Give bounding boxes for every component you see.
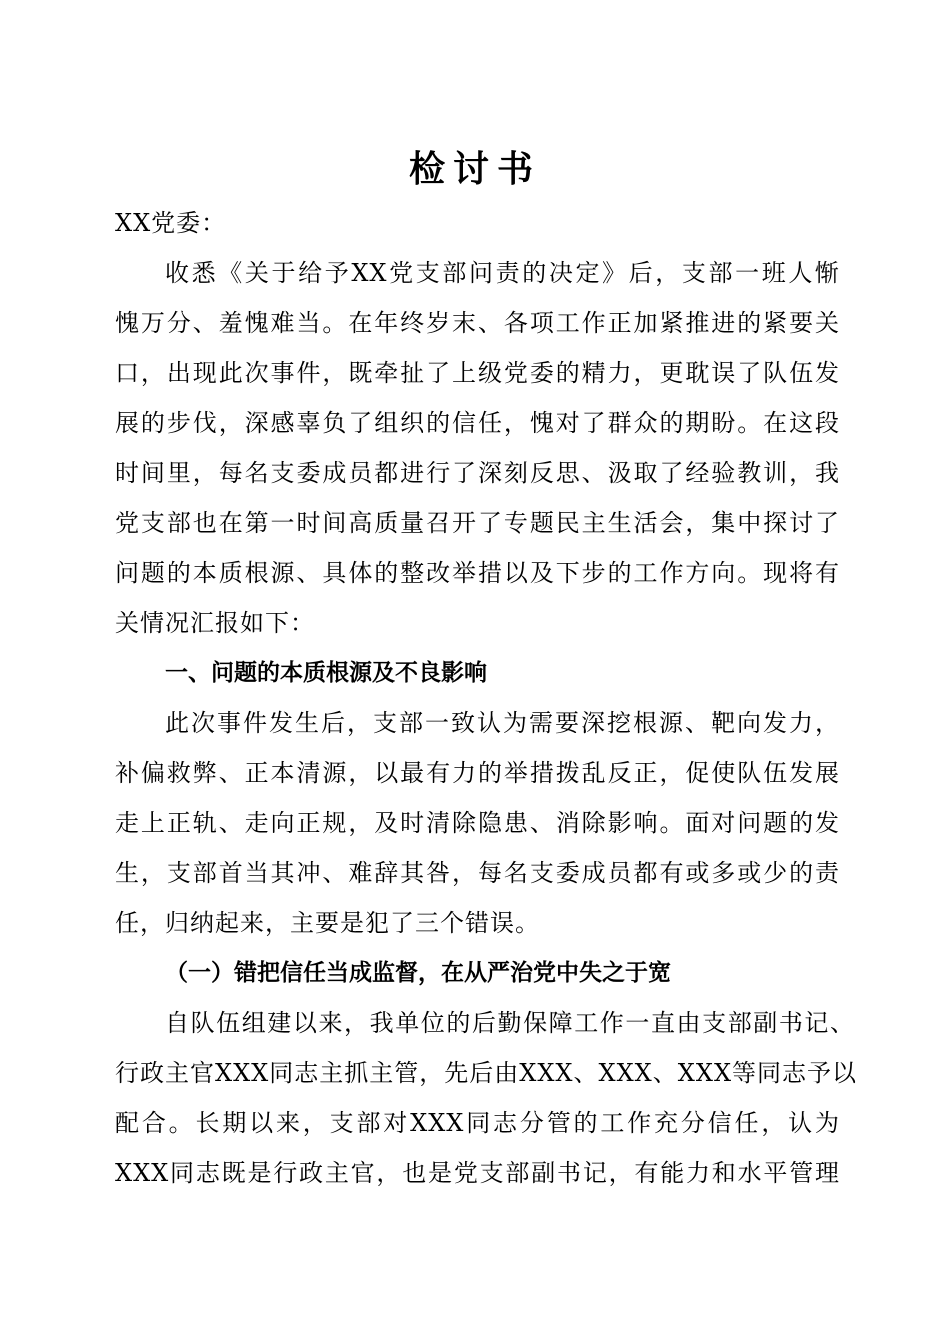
paragraph-line: 问题的本质根源、具体的整改举措以及下步的工作方向。现将有 xyxy=(115,559,840,587)
paragraph-line: 走上正轨、走向正规，及时清除隐患、消除影响。面对问题的发 xyxy=(115,809,840,837)
paragraph-line: 任，归纳起来，主要是犯了三个错误。 xyxy=(115,909,540,937)
paragraph-line: 时间里，每名支委成员都进行了深刻反思、汲取了经验教训，我 xyxy=(115,459,840,487)
paragraph-line: 关情况汇报如下： xyxy=(115,609,315,637)
salutation: XX党委： xyxy=(115,209,227,237)
document-title: 检讨书 xyxy=(408,149,541,190)
paragraph-line: 自队伍组建以来，我单位的后勤保障工作一直由支部副书记、 xyxy=(165,1009,855,1037)
paragraph-line: 党支部也在第一时间高质量召开了专题民主生活会，集中探讨了 xyxy=(115,509,840,537)
subsection-heading: （一）错把信任当成监督，在从严治党中失之于宽 xyxy=(165,959,671,986)
paragraph-line: 收悉《关于给予XX党支部问责的决定》后，支部一班人惭 xyxy=(165,259,840,287)
paragraph-line: 行政主官XXX同志主抓主管，先后由XXX、XXX、XXX等同志予以 xyxy=(115,1059,858,1087)
paragraph-line: 此次事件发生后，支部一致认为需要深挖根源、靶向发力， xyxy=(165,709,840,737)
paragraph-line: 补偏救弊、正本清源，以最有力的举措拨乱反正，促使队伍发展 xyxy=(115,759,840,787)
paragraph-line: 配合。长期以来，支部对XXX同志分管的工作充分信任，认为 xyxy=(115,1109,840,1137)
paragraph-line: 展的步伐，深感辜负了组织的信任，愧对了群众的期盼。在这段 xyxy=(115,409,840,437)
paragraph-line: 生，支部首当其冲、难辞其咎，每名支委成员都有或多或少的责 xyxy=(115,859,840,887)
paragraph-line: 愧万分、羞愧难当。在年终岁末、各项工作正加紧推进的紧要关 xyxy=(115,309,840,337)
section-heading: 一、问题的本质根源及不良影响 xyxy=(165,660,487,686)
paragraph-line: 口，出现此次事件，既牵扯了上级党委的精力，更耽误了队伍发 xyxy=(115,359,840,387)
paragraph-line: XXX同志既是行政主官，也是党支部副书记，有能力和水平管理 xyxy=(115,1159,840,1187)
